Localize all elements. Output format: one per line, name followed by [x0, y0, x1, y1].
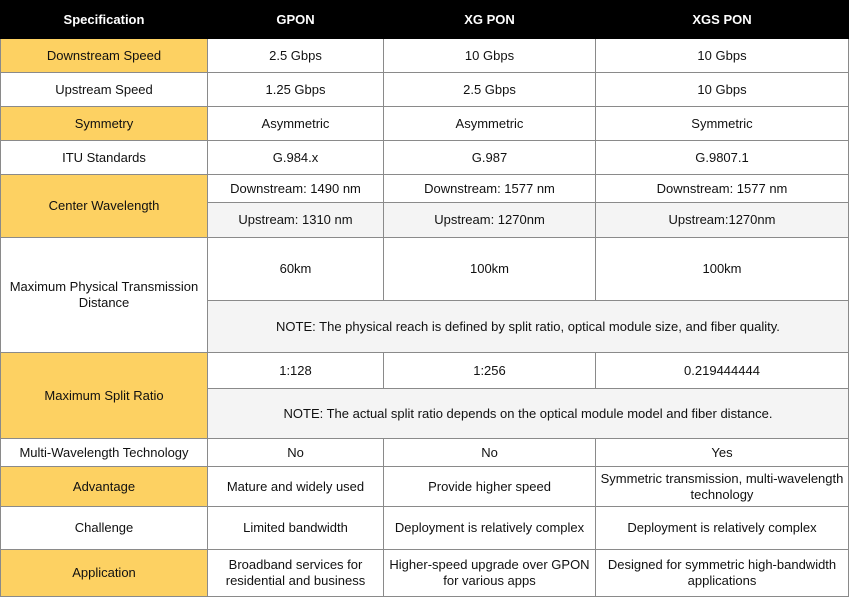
- cell-gpon: Broadband services for residential and business: [208, 550, 384, 597]
- table-row: [1, 550, 849, 597]
- table-row: [1, 39, 849, 73]
- cell-gpon: Mature and widely used: [208, 467, 384, 507]
- cell-xgspon: 10 Gbps: [596, 39, 849, 73]
- cell-gpon: No: [208, 439, 384, 467]
- cell-gpon: 1.25 Gbps: [208, 73, 384, 107]
- cell-xgpon: Upstream: 1270nm: [384, 203, 596, 238]
- row-label-multi-wavelength: Multi-Wavelength Technology: [1, 439, 208, 467]
- table-row: [1, 107, 849, 141]
- table-row: [1, 73, 849, 107]
- cell-xgspon: Symmetric transmission, multi-wavelength technology: [596, 467, 849, 507]
- cell-xgspon: Yes: [596, 439, 849, 467]
- cell-xgpon: 1:256: [384, 353, 596, 389]
- cell-xgpon: Deployment is relatively complex: [384, 507, 596, 550]
- table-row: [1, 353, 849, 389]
- header-specification: Specification: [1, 1, 208, 39]
- row-label-advantage: Advantage: [1, 467, 208, 507]
- cell-xgpon: Provide higher speed: [384, 467, 596, 507]
- cell-gpon: G.984.x: [208, 141, 384, 175]
- cell-xgspon: 10 Gbps: [596, 73, 849, 107]
- header-row: [1, 1, 849, 39]
- note-max-distance: NOTE: The physical reach is defined by split ratio, optical module size, and fiber quality.: [208, 301, 849, 353]
- table-row: [1, 238, 849, 301]
- cell-xgspon: 0.219444444: [596, 353, 849, 389]
- cell-xgspon: 100km: [596, 238, 849, 301]
- cell-xgspon: G.9807.1: [596, 141, 849, 175]
- cell-xgspon: Deployment is relatively complex: [596, 507, 849, 550]
- table-row: [1, 507, 849, 550]
- table-row: [1, 439, 849, 467]
- row-label-itu-standards: ITU Standards: [1, 141, 208, 175]
- cell-gpon: 2.5 Gbps: [208, 39, 384, 73]
- cell-xgpon: G.987: [384, 141, 596, 175]
- cell-xgpon: Downstream: 1577 nm: [384, 175, 596, 203]
- cell-xgpon: Higher-speed upgrade over GPON for various apps: [384, 550, 596, 597]
- row-label-max-distance: Maximum Physical Transmission Distance: [1, 238, 208, 353]
- cell-xgpon: No: [384, 439, 596, 467]
- row-label-downstream-speed: Downstream Speed: [1, 39, 208, 73]
- cell-xgspon: Designed for symmetric high-bandwidth applications: [596, 550, 849, 597]
- header-xgpon: XG PON: [384, 1, 596, 39]
- row-label-center-wavelength: Center Wavelength: [1, 175, 208, 238]
- cell-gpon: Upstream: 1310 nm: [208, 203, 384, 238]
- header-xgspon: XGS PON: [596, 1, 849, 39]
- cell-gpon: Downstream: 1490 nm: [208, 175, 384, 203]
- cell-xgspon: Upstream:1270nm: [596, 203, 849, 238]
- row-label-symmetry: Symmetry: [1, 107, 208, 141]
- row-label-challenge: Challenge: [1, 507, 208, 550]
- cell-gpon: Limited bandwidth: [208, 507, 384, 550]
- cell-xgpon: 10 Gbps: [384, 39, 596, 73]
- cell-gpon: 1:128: [208, 353, 384, 389]
- row-label-max-split-ratio: Maximum Split Ratio: [1, 353, 208, 439]
- row-label-upstream-speed: Upstream Speed: [1, 73, 208, 107]
- table-row: [1, 141, 849, 175]
- note-max-split-ratio: NOTE: The actual split ratio depends on the optical module model and fiber distance.: [208, 389, 849, 439]
- table-row: [1, 467, 849, 507]
- cell-gpon: Asymmetric: [208, 107, 384, 141]
- cell-xgpon: 2.5 Gbps: [384, 73, 596, 107]
- cell-xgspon: Downstream: 1577 nm: [596, 175, 849, 203]
- header-gpon: GPON: [208, 1, 384, 39]
- cell-gpon: 60km: [208, 238, 384, 301]
- cell-xgpon: 100km: [384, 238, 596, 301]
- table-row: [1, 175, 849, 203]
- cell-xgspon: Symmetric: [596, 107, 849, 141]
- row-label-application: Application: [1, 550, 208, 597]
- cell-xgpon: Asymmetric: [384, 107, 596, 141]
